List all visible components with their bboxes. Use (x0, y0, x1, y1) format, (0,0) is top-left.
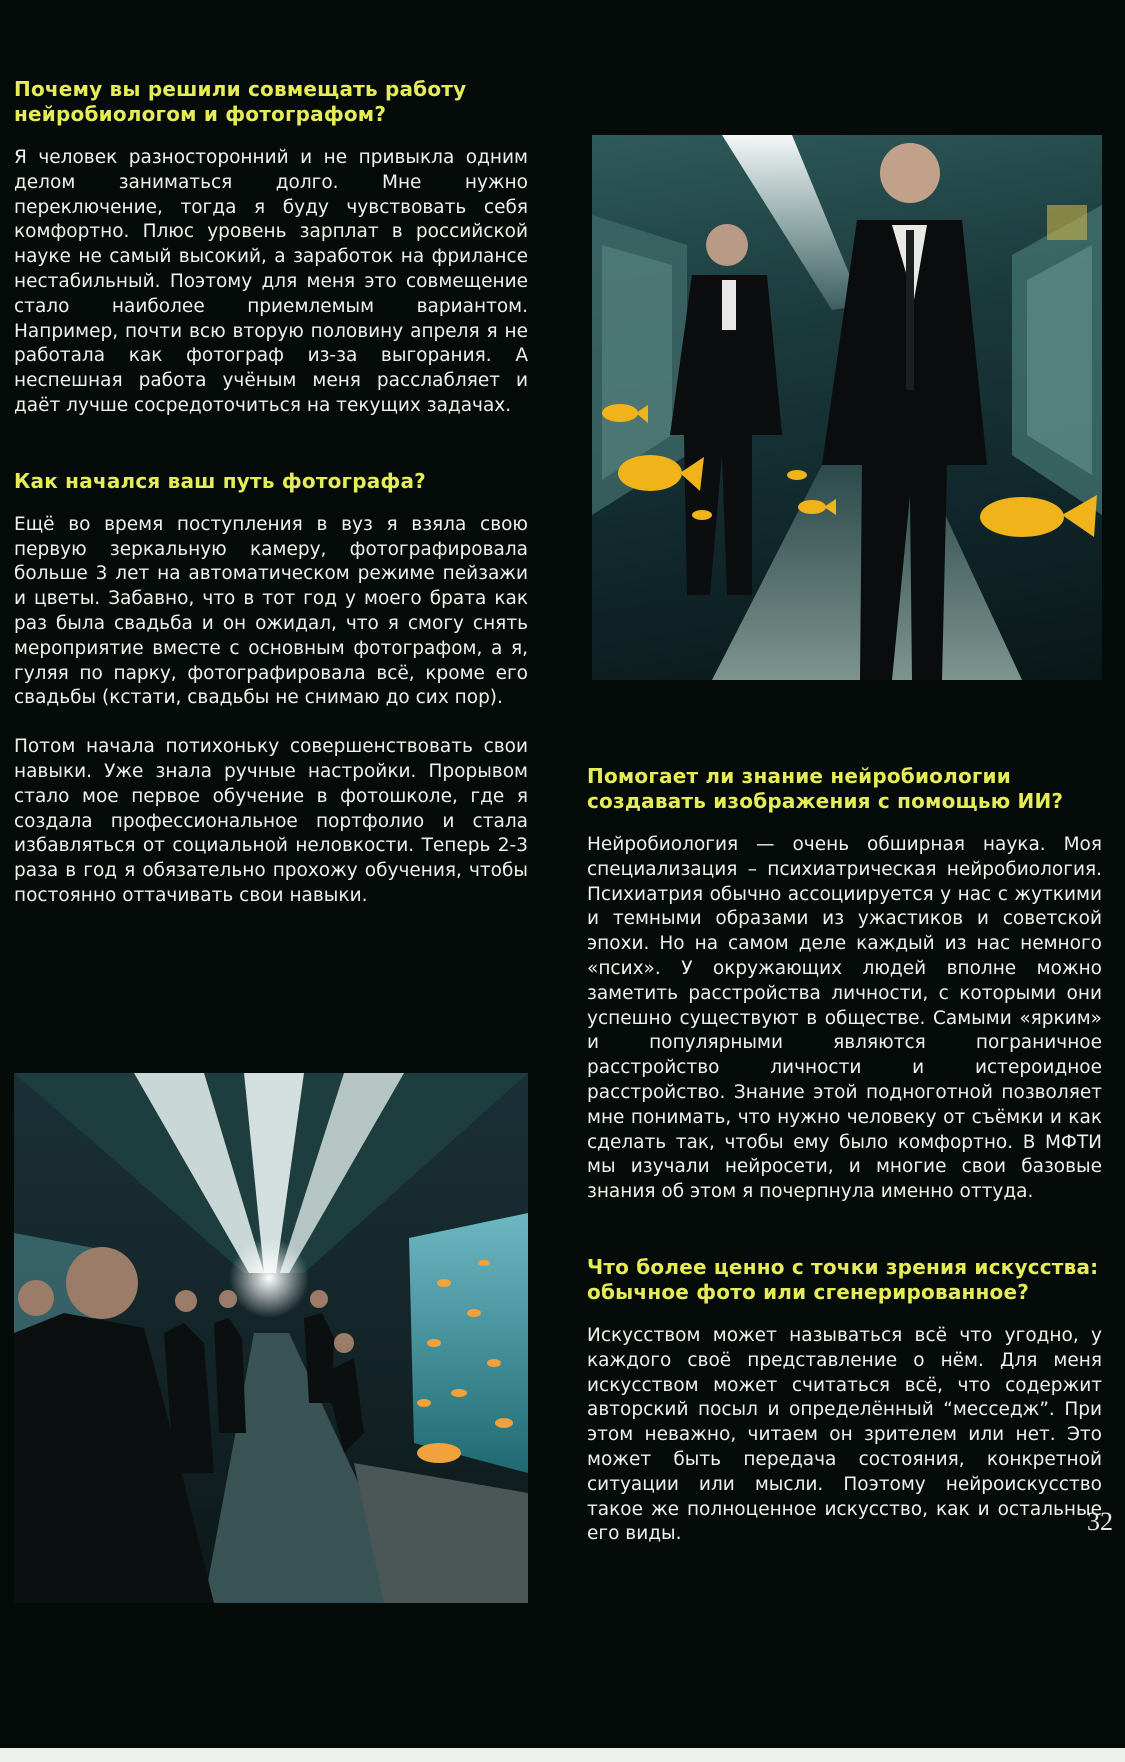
answer-paragraph: Потом начала потихоньку совершенствовать свои навыки. Уже знала ручные настройки. Прорывом стало мое первое обучение в фотошколе, где я создала профессиональное портфолио и стала избавляться от социальной неловкости. Теперь 2-3 раза в год я обязательно прохожу обучения, чтобы постоянно оттачивать свои навыки. (14, 736, 528, 906)
question-heading: Что более ценно с точки зрения искусства: обычное фото или сгенерированное? (587, 1254, 1099, 1304)
answer-paragraph: Искусством может называться всё что угодно, у каждого своё представление о нём. Для меня искусством может считаться всё, что содержит авторский посыл и определённый “месседж”. При этом неважно, читаем он зрителем или нет. Это может быть передача состояния, конкретной ситуации или мысли. Поэтому нейроискусство такое же полноценное искусство, как и остальные его виды. (587, 1324, 1102, 1545)
question-heading: Почему вы решили совмещать работу нейробиологом и фотографом? (14, 77, 467, 126)
question-heading: Как начался ваш путь фотографа? (14, 468, 426, 493)
right-column (587, 764, 1102, 1547)
train-aquarium-illustration (14, 1073, 528, 1603)
subway-goldfish-photo (592, 135, 1102, 680)
question-heading: Помогает ли знание нейробиологии создавать изображения с помощью ИИ? (587, 764, 1064, 813)
answer-paragraph: Ещё во время поступления в вуз я взяла свою первую зеркальную камеру, фотографировала больше 3 лет на автоматическом режиме пейзажи и цветы. Забавно, что в тот год у моего брата как раз была свадьба и он ожидал, что я смогу снять мероприятие вместе с основным фотографом, а я, гуляя по парку, фотографировала всё, кроме его свадьбы (кстати, свадьбы не снимаю до сих пор). (14, 513, 528, 709)
left-column (14, 77, 528, 909)
answer-paragraph: Я человек разносторонний и не привыкла одним делом заниматься долго. Мне нужно переключение, тогда я буду чувствовать себя комфортно. Плюс уровень зарплат в российской науке не самый высокий, а заработок на фрилансе нестабильный. Поэтому для меня это совмещение стало наиболее приемлемым вариантом. Например, почти всю вторую половину апреля я не работала как фотограф из-за выгорания. А неспешная работа учёным меня расслабляет и даёт лучше сосредоточиться на текущих задачах. (14, 147, 528, 416)
answer-paragraph: Нейробиология — очень обширная наука. Моя специализация – психиатрическая нейробиология. Психиатрия обычно ассоциируется у нас с жуткими и темными образами из ужастиков и советской эпохи. Но на самом деле каждый из нас немного «псих». У окружающих людей вполне можно заметить расстройства личности, с которыми они успешно существуют в обществе. Самыми «ярким» и популярными являются пограничное расстройство личности и истероидное расстройство. Знание этой подноготной позволяет мне понимать, что нужно человеку от съёмки и как сделать так, чтобы ему было комфортно. В МФТИ мы изучали нейросети, и многие свои базовые знания об этом я почерпнула именно оттуда. (587, 834, 1102, 1203)
train-aquarium-photo (14, 1073, 528, 1603)
subway-goldfish-illustration (592, 135, 1102, 680)
page-number: 32 (1087, 1507, 1113, 1536)
